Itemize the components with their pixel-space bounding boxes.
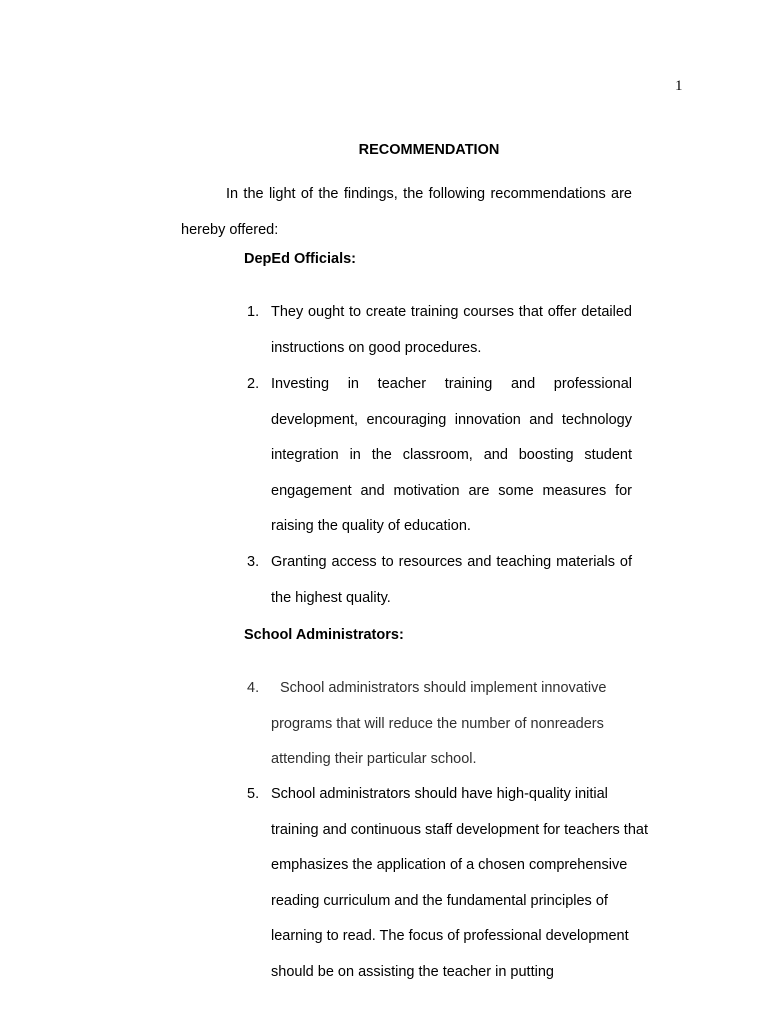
list-item-number: 2. [247, 376, 260, 392]
list-item-text: They ought to create training courses that offer detailed instructions on good procedures. [271, 304, 632, 356]
list-item-number: 3. [247, 554, 260, 570]
page-number: 1 [675, 78, 683, 94]
list-item [247, 367, 632, 545]
list-item-number: 5. [247, 786, 260, 802]
list-item-text: Investing in teacher training and professional development, encouraging innovation and technology integration in the classroom, and boosting student engagement and motivation are some measures for raising the quality of education. [271, 376, 632, 535]
page-title: RECOMMENDATION [358, 142, 500, 158]
list-item [247, 295, 632, 366]
section-title-school-administrators: School Administrators: [244, 627, 404, 643]
list-item-text: Granting access to resources and teaching materials of the highest quality. [271, 554, 632, 606]
list-item [247, 777, 657, 991]
list-item-number: 4. [247, 680, 260, 696]
list-item [247, 671, 657, 778]
list-item [247, 545, 632, 616]
list-item-text: School administrators should implement innovative programs that will reduce the number of nonreaders attending their particular school. [271, 680, 607, 768]
section-title-deped-officials: DepEd Officials: [244, 251, 356, 267]
intro-paragraph: In the light of the findings, the following recommendations are hereby offered: [181, 186, 632, 238]
list-item-number: 1. [247, 304, 260, 320]
list-item-text: School administrators should have high-quality initial training and continuous staff development for teachers that emphasizes the application of a chosen comprehensive reading curriculum and the fundamental principles of learning to read. The focus of professional development should be on assisting the teacher in putting [271, 786, 648, 980]
